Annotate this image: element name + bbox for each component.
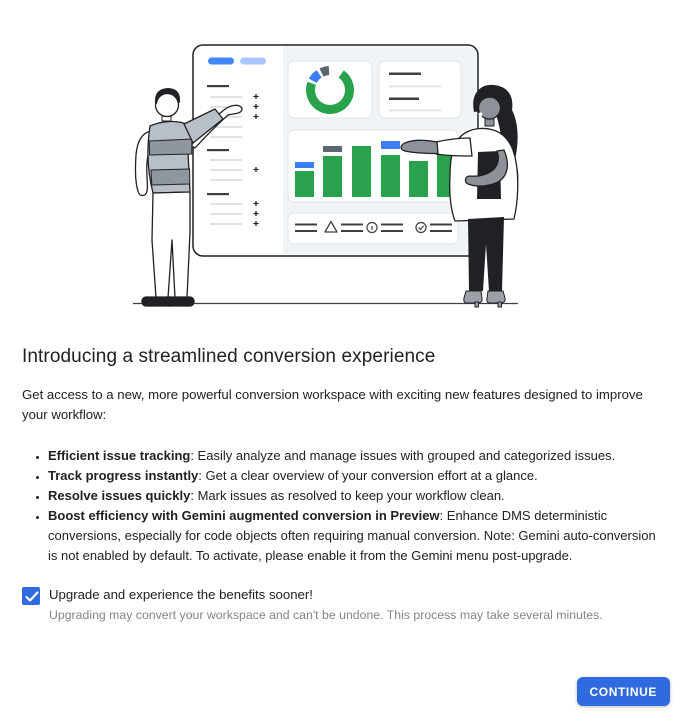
benefits-list — [22, 446, 662, 566]
list-item: • Track progress instantly: Get a clear overview of your conversion effort at a glance. — [48, 466, 662, 486]
donut-chart — [288, 61, 372, 118]
summary-card — [379, 61, 461, 118]
earring — [479, 113, 483, 117]
continue-button[interactable]: CONTINUE — [577, 677, 670, 706]
check-icon — [25, 591, 39, 603]
status-row — [288, 213, 458, 244]
list-item: • Efficient issue tracking: Easily analyze and manage issues with grouped and categorized issues. — [48, 446, 662, 466]
page-title: Introducing a streamlined conversion experience — [22, 346, 436, 367]
upgrade-checkbox[interactable] — [22, 587, 40, 605]
upgrade-checkbox-description: Upgrading may convert your workspace and can't be undone. This process may take several minutes. — [49, 608, 603, 622]
intro-text: Get access to a new, more powerful conversion workspace with exciting new features designed to improve your workflow: — [22, 387, 643, 422]
dialog-content — [0, 346, 684, 624]
list-item: • Boost efficiency with Gemini augmented conversion in Preview: Enhance DMS deterministic conversions, especially for code objects often requiring manual conversion. Note: Gemini auto-conversion is not enabled by default. To activate, please enable it from the Gemini menu post-upgrade. — [48, 506, 662, 566]
conversion-illustration — [0, 0, 684, 312]
upgrade-checkbox-label: Upgrade and experience the benefits sooner! — [49, 587, 313, 602]
upgrade-option-row — [22, 586, 662, 624]
list-item: • Resolve issues quickly: Mark issues as resolved to keep your workflow clean. — [48, 486, 662, 506]
dialog-footer — [577, 677, 670, 706]
